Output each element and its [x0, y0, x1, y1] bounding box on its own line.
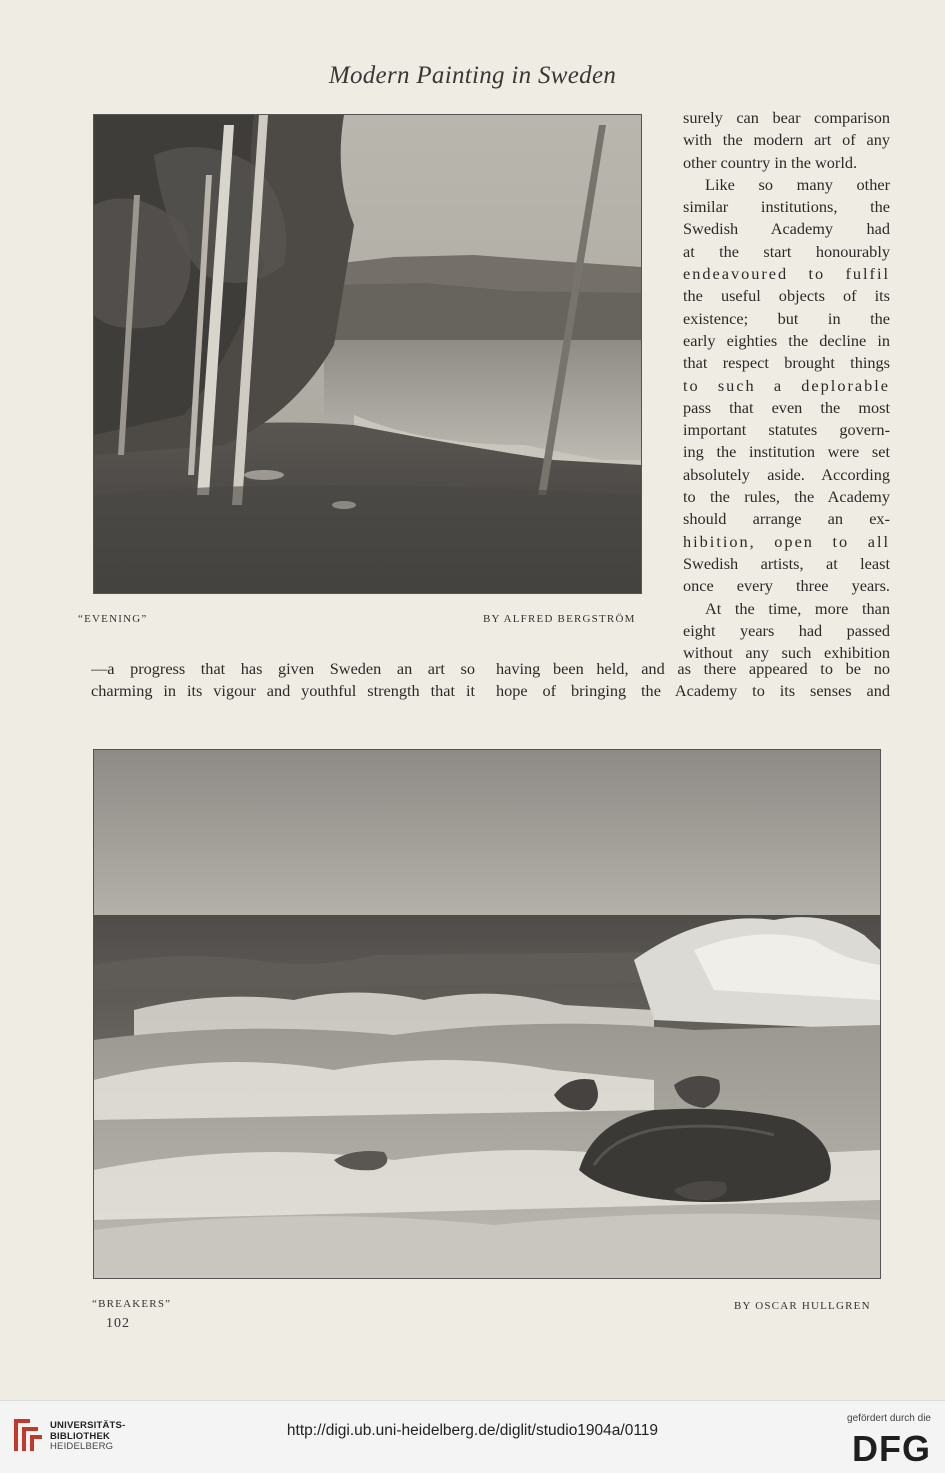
right-lower-text	[496, 658, 890, 703]
plate-evening-artist: BY ALFRED BERGSTRÖM	[483, 613, 636, 625]
right-column-text	[683, 107, 890, 664]
running-title: Modern Painting in Sweden	[328, 62, 617, 89]
text-line: Swedish artists, at least	[683, 553, 890, 573]
text-line: hope of bringing the Academy to its senses and	[496, 681, 890, 701]
plate-breakers-title: “BREAKERS”	[92, 1298, 172, 1310]
text-line: pass that even the most	[683, 397, 890, 417]
text-line: Like so many other	[705, 174, 890, 194]
text-line: hibition, open to all	[683, 531, 890, 551]
plate-evening-image	[93, 114, 642, 594]
text-line: having been held, and as there appeared to be no	[496, 659, 890, 678]
text-line: absolutely aside. According	[683, 464, 890, 484]
dfg-logo: DFG	[852, 1428, 931, 1469]
text-line: Swedish Academy had	[683, 219, 890, 239]
text-line: ing the institution were set	[683, 442, 890, 462]
library-name-line: HEIDELBERG	[50, 1441, 114, 1452]
text-line: to such a deplorable	[683, 375, 890, 395]
plate-evening-title: “EVENING”	[78, 613, 148, 625]
left-lower-text	[91, 658, 475, 703]
text-line: to the rules, the Academy	[683, 487, 890, 507]
text-line: eight years had passed	[683, 620, 890, 640]
text-line: At the time, more than	[705, 598, 890, 618]
text-line: at the start honourably	[683, 241, 890, 261]
text-line: endeavoured to fulfil	[683, 264, 890, 284]
text-line: the useful objects of its	[683, 286, 890, 306]
text-line: should arrange an ex-	[683, 509, 890, 529]
text-line: once every three years.	[683, 576, 890, 596]
text-line: that respect brought things	[683, 353, 890, 373]
text-line: surely can bear comparison	[683, 108, 890, 127]
digital-library-footer	[0, 1400, 945, 1473]
text-line: without any such exhibition	[683, 643, 890, 663]
plate-breakers-artist: BY OSCAR HULLGREN	[734, 1300, 871, 1312]
text-line: important statutes govern-	[683, 420, 890, 440]
library-name-line: UNIVERSITÄTS-	[50, 1420, 126, 1431]
text-line: similar institutions, the	[683, 197, 890, 217]
text-line: other country in the world.	[683, 152, 858, 172]
text-line: with the modern art of any	[683, 130, 890, 150]
page-number: 102	[106, 1316, 130, 1331]
library-name-line: BIBLIOTHEK	[50, 1430, 111, 1442]
funding-label: gefördert durch die	[847, 1413, 931, 1424]
plate-breakers-image	[93, 749, 881, 1279]
text-line: charming in its vigour and youthful strength that it	[91, 681, 475, 701]
text-line: existence; but in the	[683, 308, 890, 328]
text-line: —a progress that has given Sweden an art so	[91, 659, 475, 678]
source-url-link[interactable]: http://digi.ub.uni-heidelberg.de/diglit/studio1904a/0119	[286, 1422, 659, 1439]
text-line: early eighties the decline in	[683, 330, 890, 350]
